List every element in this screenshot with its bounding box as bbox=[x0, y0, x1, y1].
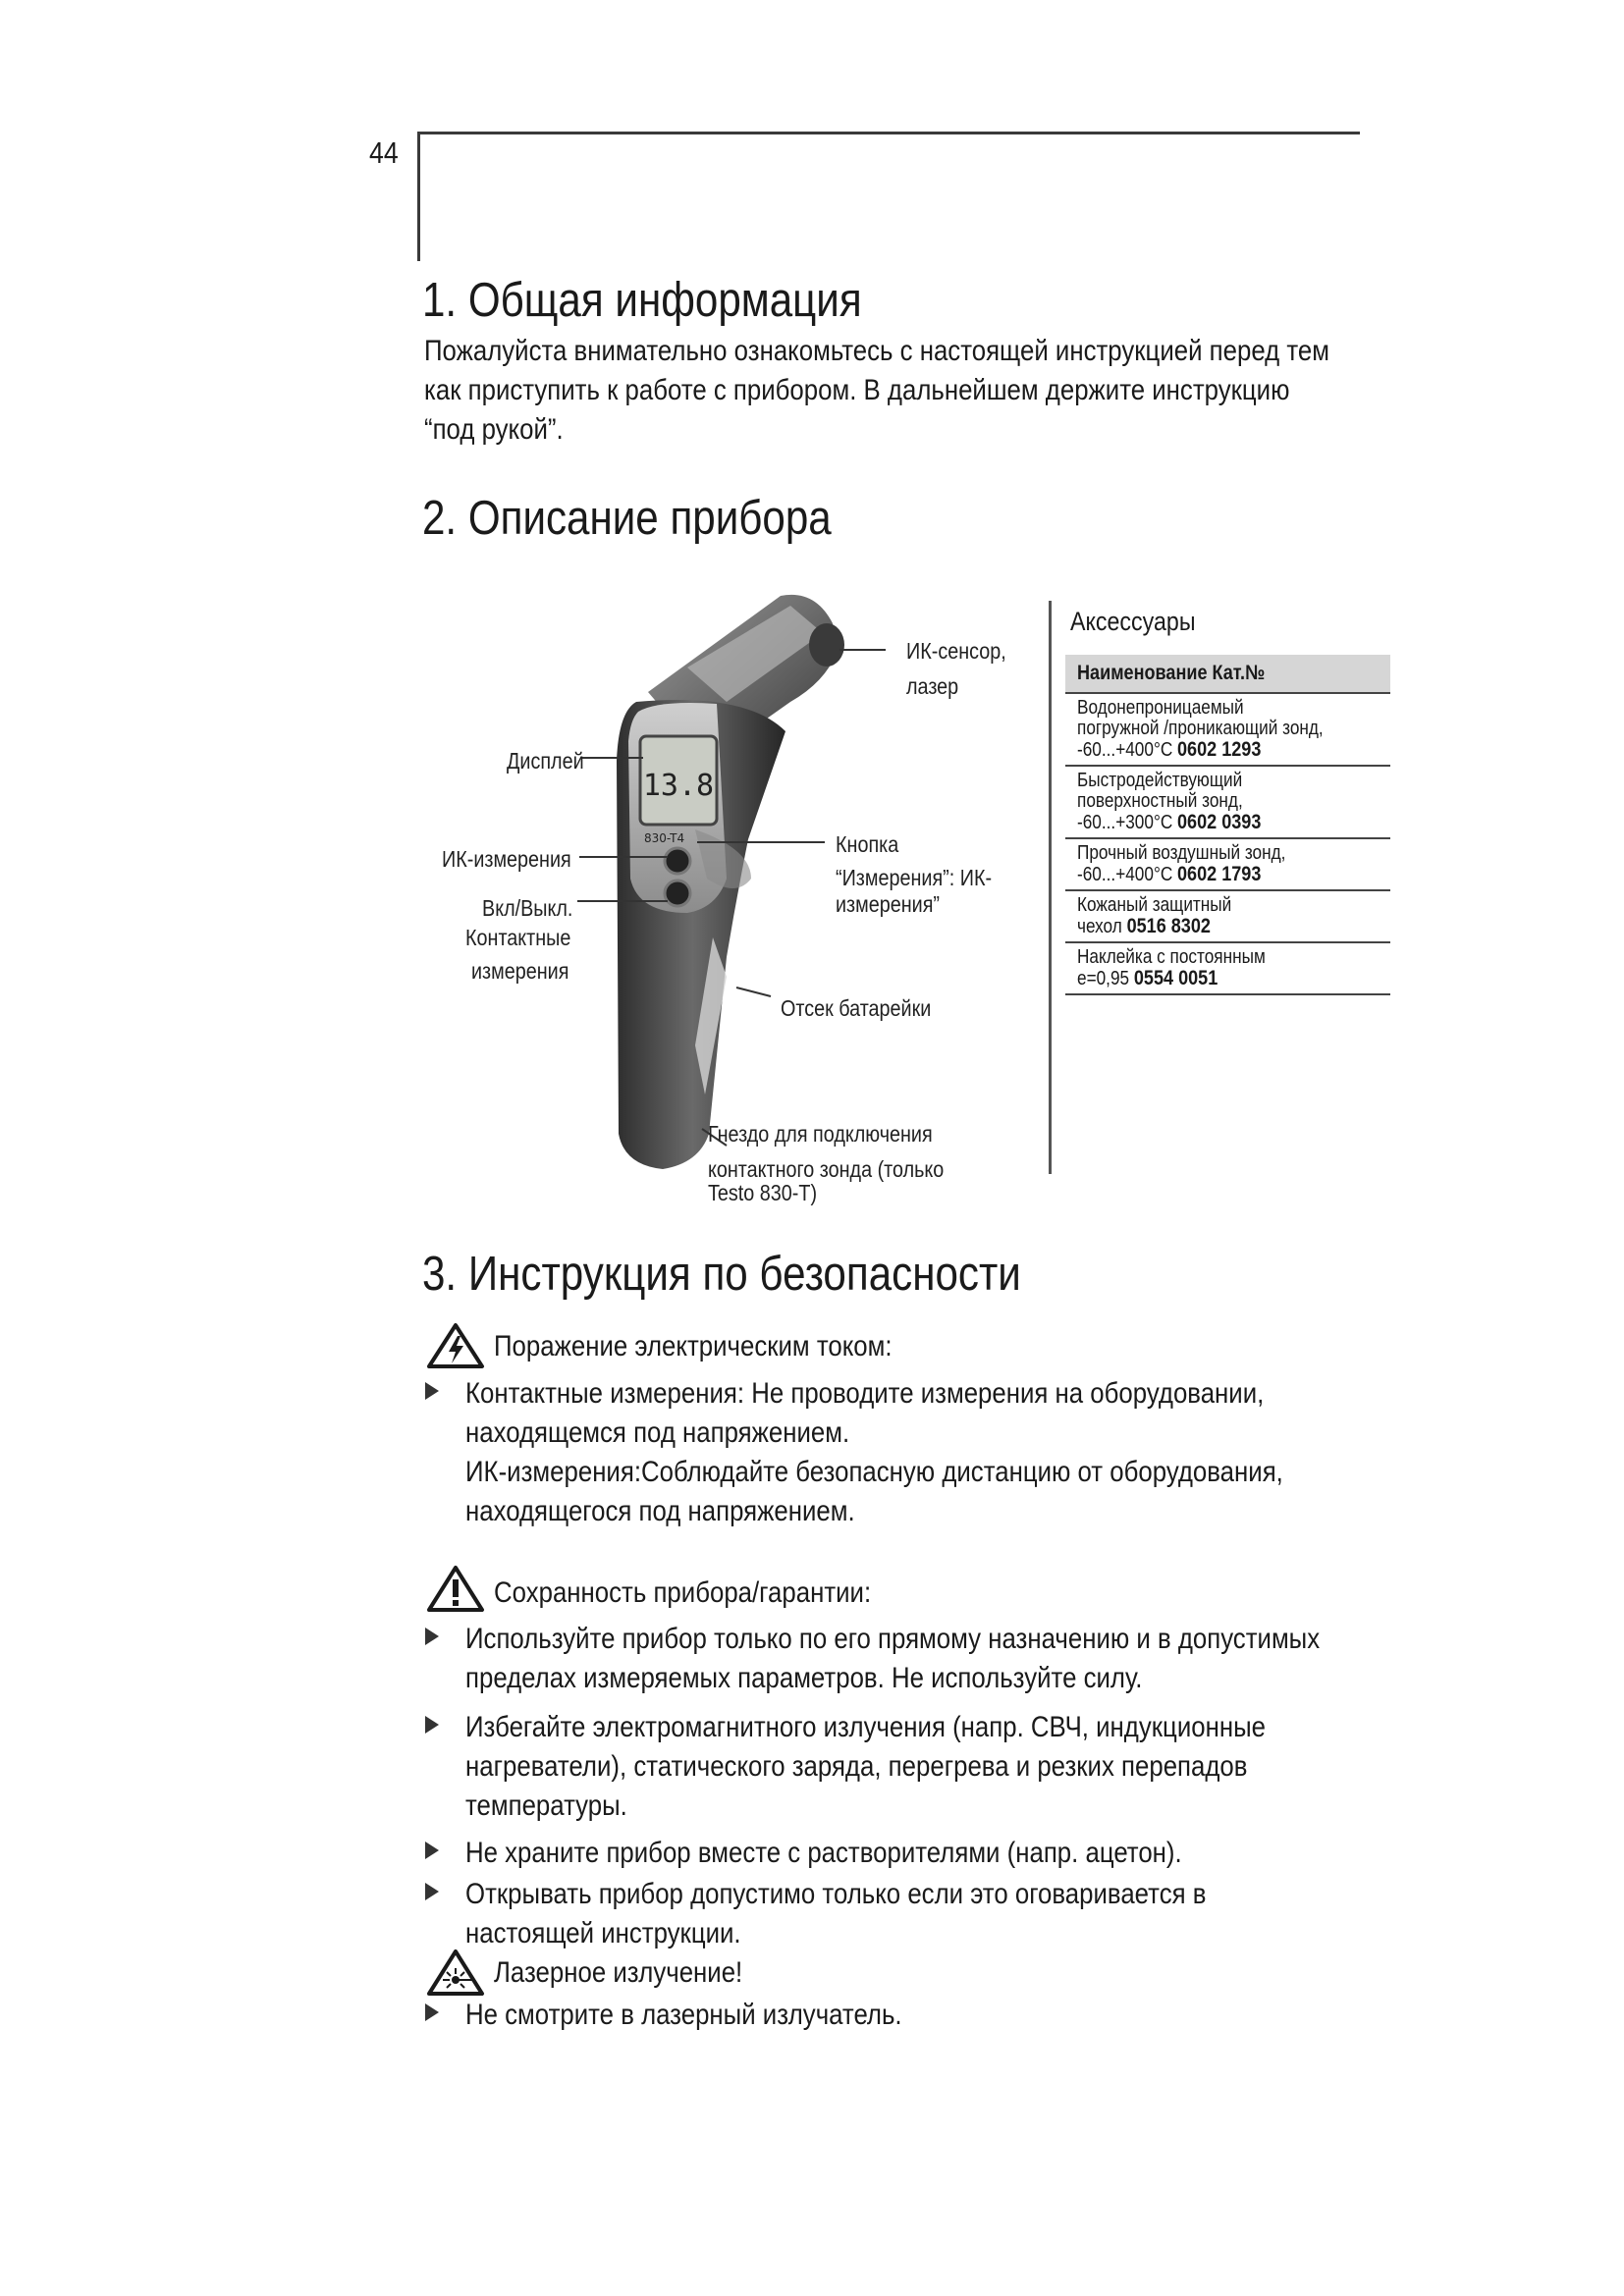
label-display: Дисплей bbox=[507, 748, 584, 774]
label-socket-3: Testo 830-T) bbox=[708, 1180, 818, 1205]
bullet-arrow-icon bbox=[425, 1628, 439, 1645]
accessory-range: -60...+400°C bbox=[1077, 739, 1178, 761]
bullet-text: Открывать прибор допустимо только если это оговаривается в bbox=[465, 1878, 1207, 1910]
header-rule bbox=[417, 132, 1360, 134]
device-safety-title: Сохранность прибора/гарантии: bbox=[494, 1576, 872, 1609]
bullet-item bbox=[425, 1374, 1407, 1414]
bullet-text-continued: температуры. bbox=[465, 1789, 627, 1822]
label-ir-sensor-2: лазер bbox=[906, 673, 959, 699]
label-button-1: Кнопка bbox=[836, 831, 899, 857]
label-ir-sensor-1: ИК-сенсор, bbox=[906, 638, 1006, 664]
label-button-2: “Измерения”: ИК- bbox=[836, 865, 993, 890]
bullet-arrow-icon bbox=[425, 1842, 439, 1859]
section3-heading: 3. Инструкция по безопасности bbox=[422, 1248, 1021, 1301]
label-button-3: измерения” bbox=[836, 891, 940, 917]
bullet-text: Не смотрите в лазерный излучатель. bbox=[465, 1999, 902, 2031]
bullet-arrow-icon bbox=[425, 1716, 439, 1734]
accessory-row bbox=[1065, 943, 1390, 995]
accessory-desc: Кожаный защитный bbox=[1077, 894, 1232, 916]
accessory-row bbox=[1065, 839, 1390, 891]
accessory-code: 0516 8302 bbox=[1126, 915, 1211, 937]
bullet-text-continued: находящегося под напряжением. bbox=[465, 1495, 855, 1527]
accessory-range: e=0,95 bbox=[1077, 968, 1134, 989]
accessory-range-line bbox=[1077, 864, 1346, 885]
accessory-range-line bbox=[1077, 739, 1346, 761]
label-socket-1: Гнездо для подключения bbox=[708, 1121, 933, 1147]
accessory-code: 0602 1793 bbox=[1177, 863, 1262, 885]
bullet-text-continued: находящемся под напряжением. bbox=[465, 1416, 850, 1449]
bullet-arrow-icon bbox=[425, 2003, 439, 2021]
caution-warning-icon bbox=[425, 1565, 486, 1614]
accessory-desc: Наклейка с постоянным bbox=[1077, 946, 1266, 968]
bullet-text-continued: ИК-измерения:Соблюдайте безопасную дистанцию от оборудования, bbox=[465, 1456, 1283, 1488]
bullet-text: Не храните прибор вместе с растворителями (напр. ацетон). bbox=[465, 1837, 1182, 1869]
accessories-divider bbox=[1049, 601, 1052, 1174]
accessory-code: 0602 1293 bbox=[1177, 738, 1262, 761]
bullet-text: Используйте прибор только по его прямому назначению и в допустимых bbox=[465, 1623, 1321, 1655]
section2-heading: 2. Описание прибора bbox=[422, 492, 832, 545]
accessories-table bbox=[1065, 655, 1390, 995]
bullet-arrow-icon bbox=[425, 1883, 439, 1900]
bullet-text: Избегайте электромагнитного излучения (напр. СВЧ, индукционные bbox=[465, 1711, 1266, 1743]
accessories-title: Аксессуары bbox=[1070, 607, 1196, 636]
accessory-code: 0554 0051 bbox=[1133, 967, 1218, 989]
bullet-item bbox=[425, 1708, 1407, 1747]
header-vertical-rule bbox=[417, 132, 420, 261]
label-onoff-1: Вкл/Выкл. bbox=[482, 895, 573, 921]
section1-line-3: “под рукой”. bbox=[424, 413, 564, 446]
accessory-desc: Прочный воздушный зонд, bbox=[1077, 842, 1286, 864]
bullet-text-continued: нагреватели), статического заряда, перегрева и резких перепадов bbox=[465, 1750, 1248, 1783]
section1-line-2: как приступить к работе с прибором. В дальнейшем держите инструкцию bbox=[424, 374, 1290, 406]
accessory-desc: погружной /проникающий зонд, bbox=[1077, 718, 1324, 739]
section1-heading: 1. Общая информация bbox=[422, 274, 862, 327]
accessories-header-label: Наименование Кат.№ bbox=[1077, 662, 1266, 684]
accessory-desc: Быстродействующий bbox=[1077, 770, 1243, 791]
label-ir-measure: ИК-измерения bbox=[442, 846, 571, 872]
accessory-desc: Водонепроницаемый bbox=[1077, 697, 1244, 719]
device-screen-reading: 13.8 bbox=[642, 769, 715, 803]
accessory-range: чехол bbox=[1077, 916, 1127, 937]
accessories-table-header bbox=[1065, 655, 1390, 694]
bullet-text: Контактные измерения: Не проводите измерения на оборудовании, bbox=[465, 1377, 1265, 1410]
electric-warning-title: Поражение электрическим током: bbox=[494, 1330, 893, 1362]
laser-warning-icon bbox=[425, 1949, 486, 1998]
accessory-range: -60...+300°C bbox=[1077, 812, 1178, 833]
bullet-item bbox=[425, 1620, 1407, 1659]
laser-warning-title: Лазерное излучение! bbox=[494, 1956, 743, 1989]
accessory-row bbox=[1065, 891, 1390, 943]
bullet-text-continued: пределах измеряемых параметров. Не используйте силу. bbox=[465, 1662, 1143, 1694]
accessory-code: 0602 0393 bbox=[1177, 811, 1262, 833]
label-onoff-2: Контактные bbox=[465, 925, 571, 950]
section1-line-1: Пожалуйста внимательно ознакомьтесь с настоящей инструкцией перед тем bbox=[424, 335, 1329, 367]
accessory-desc: поверхностный зонд, bbox=[1077, 790, 1243, 812]
bullet-text-continued: настоящей инструкции. bbox=[465, 1917, 741, 1949]
page-number: 44 bbox=[369, 135, 399, 170]
label-socket-2: контактного зонда (только bbox=[708, 1156, 945, 1182]
device-model-label: 830-T4 bbox=[644, 831, 685, 845]
accessory-row bbox=[1065, 767, 1390, 839]
accessory-range-line bbox=[1077, 916, 1346, 937]
bullet-item bbox=[425, 1996, 1407, 2035]
accessory-row bbox=[1065, 694, 1390, 767]
bullet-item bbox=[425, 1834, 1407, 1873]
label-battery: Отсек батарейки bbox=[781, 995, 932, 1021]
electric-shock-warning-icon bbox=[425, 1322, 486, 1369]
accessory-range-line bbox=[1077, 968, 1346, 989]
accessory-range: -60...+400°C bbox=[1077, 864, 1178, 885]
bullet-item bbox=[425, 1875, 1407, 1914]
accessory-range-line bbox=[1077, 812, 1346, 833]
bullet-arrow-icon bbox=[425, 1382, 439, 1400]
label-onoff-3: измерения bbox=[471, 958, 569, 984]
